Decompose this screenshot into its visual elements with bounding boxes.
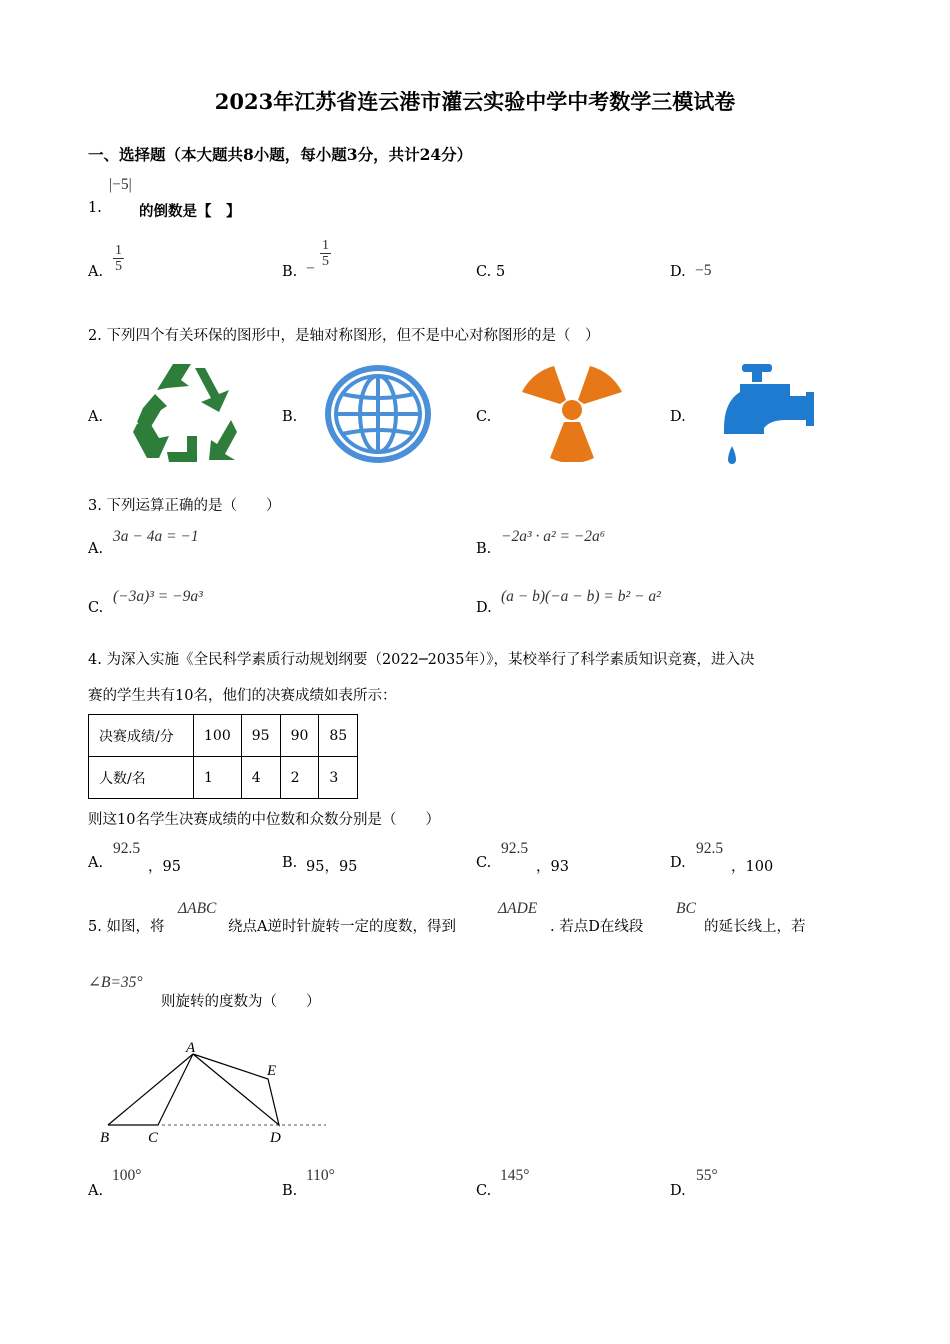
q4-option-a-rest: ，95 (148, 859, 181, 875)
table-cell: 90 (280, 715, 319, 757)
q4-option-c-median: 92.5 (501, 840, 529, 857)
fraction-denominator: 5 (322, 254, 329, 269)
q3-option-a-expr: 3a − 4a = −1 (113, 528, 199, 545)
q1-expression: |−5| (109, 176, 132, 193)
q4-option-b-text: 95，95 (306, 859, 358, 875)
globe-icon (322, 362, 434, 466)
q5-mid1: 绕点A逆时针旋转一定的度数，得到 (228, 919, 456, 935)
q1-option-c-value: 5 (496, 264, 506, 280)
table-row (89, 757, 358, 799)
page-title: 2023年江苏省连云港市灌云实验中学中考数学三模试卷 (214, 89, 736, 114)
q2-option-b-label: B. (282, 409, 298, 425)
q5-angle: ∠B=35° (88, 974, 143, 991)
q4-option-b-label: B. (282, 855, 298, 871)
q1-option-a-fraction (113, 243, 124, 274)
q3-option-b-expr: −2a³ · a² = −2a⁶ (501, 528, 606, 545)
q1-option-b-label: B. (282, 264, 298, 280)
q5-option-c-value: 145° (500, 1167, 530, 1184)
point-e-label: E (267, 1063, 277, 1079)
table-row (89, 715, 358, 757)
q4-option-d-rest: ，100 (731, 859, 774, 875)
q5-triangle-abc: ΔABC (178, 900, 217, 917)
table-cell: 95 (241, 715, 280, 757)
q5-option-b-label: B. (282, 1183, 298, 1199)
q1-text: 的倒数是【 】 (139, 203, 241, 220)
fraction-denominator: 5 (115, 259, 122, 274)
table-cell: 决赛成绩/分 (89, 715, 194, 757)
table-cell: 85 (319, 715, 358, 757)
q1-option-a-label: A. (88, 264, 104, 280)
q5-option-a-value: 100° (112, 1167, 142, 1184)
table-cell: 4 (241, 757, 280, 799)
point-a-label: A (186, 1040, 196, 1056)
q5-option-d-label: D. (670, 1183, 686, 1199)
point-c-label: C (148, 1130, 159, 1146)
table-cell: 100 (194, 715, 242, 757)
point-b-label: B (100, 1130, 110, 1146)
q3-option-a-label: A. (88, 541, 104, 557)
q5-triangle-ade: ΔADE (498, 900, 538, 917)
q5-question: 则旋转的度数为（ ） (161, 994, 321, 1010)
q4-option-d-median: 92.5 (696, 840, 724, 857)
q5-option-d-value: 55° (696, 1167, 718, 1184)
q2-option-a-label: A. (88, 409, 104, 425)
point-d-label: D (270, 1130, 281, 1146)
rotation-figure (96, 1036, 332, 1148)
q3-option-b-label: B. (476, 541, 492, 557)
score-table (88, 714, 358, 799)
table-cell: 3 (319, 757, 358, 799)
q4-question: 则这10名学生决赛成绩的中位数和众数分别是（ ） (88, 812, 440, 828)
q4-stem-line2: 赛的学生共有10名，他们的决赛成绩如表所示： (88, 688, 397, 704)
q1-option-b-sign: − (306, 260, 315, 277)
q1-option-b-fraction (320, 238, 331, 269)
q4-stem-line1: 4. 为深入实施《全民科学素质行动规划纲要（2022─2035年）》，某校举行了科学素质知识竞赛，进入决 (88, 652, 755, 668)
q5-prefix: 5. 如图，将 (88, 919, 165, 935)
q4-option-a-median: 92.5 (113, 840, 141, 857)
q4-option-c-rest: ，93 (536, 859, 569, 875)
q2-option-c-label: C. (476, 409, 492, 425)
fraction-numerator: 1 (115, 243, 122, 258)
fraction-numerator: 1 (322, 238, 329, 253)
q3-option-c-expr: (−3a)³ = −9a³ (113, 588, 203, 605)
table-cell: 1 (194, 757, 242, 799)
table-cell: 2 (280, 757, 319, 799)
q3-option-c-label: C. (88, 600, 104, 616)
q4-option-a-label: A. (88, 855, 104, 871)
q4-option-c-label: C. (476, 855, 492, 871)
q5-mid2: . 若点D在线段 (550, 919, 644, 935)
q1-option-d-label: D. (670, 264, 686, 280)
q1-option-d-value: −5 (695, 262, 712, 279)
section-heading: 一、选择题（本大题共8小题，每小题3分，共计24分） (88, 145, 473, 164)
q3-stem: 3. 下列运算正确的是（ ） (88, 498, 281, 514)
q1-option-c-label: C. (476, 264, 492, 280)
radiation-icon (518, 364, 626, 462)
table-cell: 人数/名 (89, 757, 194, 799)
q5-option-c-label: C. (476, 1183, 492, 1199)
q1-number: 1. (88, 200, 102, 216)
q4-option-d-label: D. (670, 855, 686, 871)
q5-segment-bc: BC (676, 900, 696, 917)
q3-option-d-label: D. (476, 600, 492, 616)
q5-option-a-label: A. (88, 1183, 104, 1199)
q5-option-b-value: 110° (306, 1167, 335, 1184)
q2-option-d-label: D. (670, 409, 686, 425)
water-tap-icon (720, 362, 818, 468)
recycle-icon (133, 362, 237, 464)
q5-suffix: 的延长线上，若 (704, 919, 806, 935)
q2-stem: 2. 下列四个有关环保的图形中，是轴对称图形，但不是中心对称图形的是（ ） (88, 328, 600, 344)
q3-option-d-expr: (a − b)(−a − b) = b² − a² (501, 588, 661, 605)
